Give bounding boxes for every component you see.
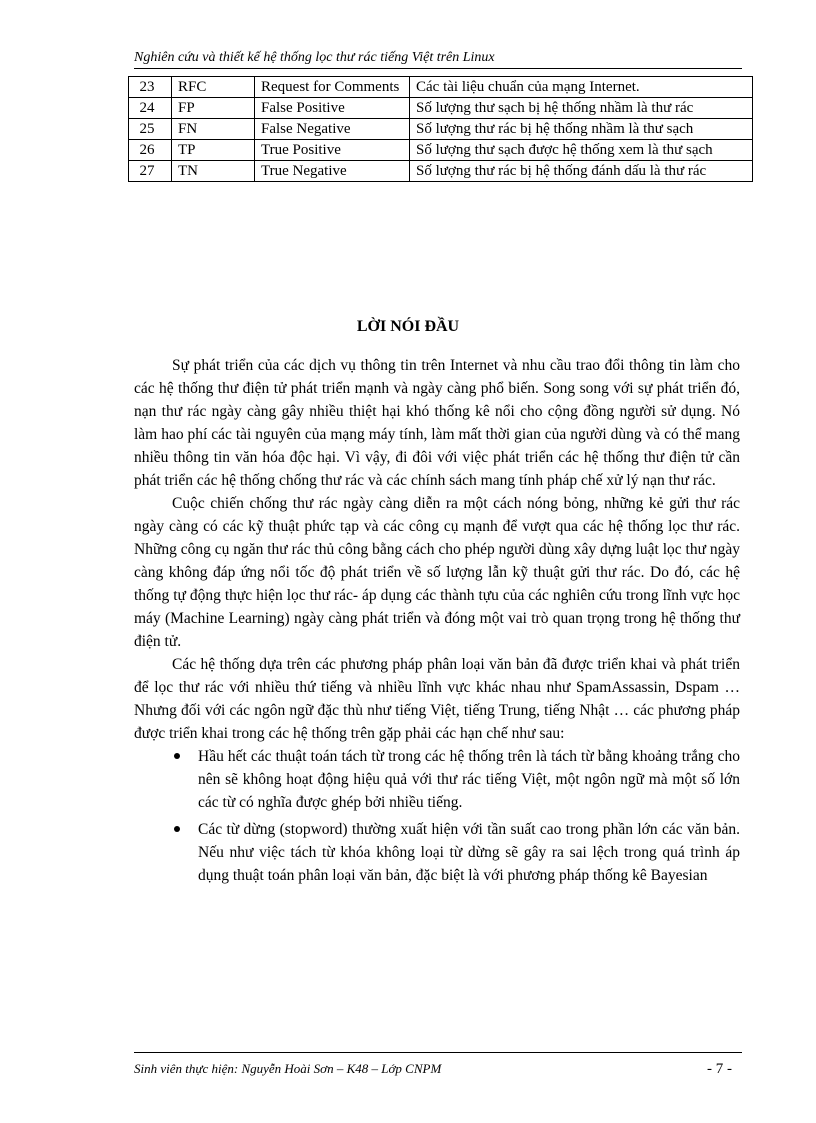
row-description: Các tài liệu chuẩn của mạng Internet. bbox=[410, 77, 753, 98]
paragraph: Cuộc chiến chống thư rác ngày càng diễn ra một cách nóng bỏng, những kẻ gửi thư rác ngày càng có các kỹ thuật phức tạp và các công cụ mạnh để vượt qua các hệ thống lọc thư rác. Những công cụ ngăn thư rác thủ công bằng cách cho phép người dùng xây dựng luật lọc thư ngày càng không đáp ứng nổi tốc độ phát triển về số lượng lẫn kỹ thuật gửi thư rác. Do đó, các hệ thống tự động thực hiện lọc thư rác- áp dụng các thành tựu của các nghiên cứu trong lĩnh vực học máy (Machine Learning) ngày càng phát triển và đóng một vai trò quan trọng trong hệ thống thư điện tử. bbox=[134, 495, 740, 650]
row-number: 27 bbox=[129, 161, 172, 182]
row-description: Số lượng thư sạch bị hệ thống nhầm là thư rác bbox=[410, 98, 753, 119]
table-row bbox=[129, 98, 753, 119]
paragraph: Các hệ thống dựa trên các phương pháp phân loại văn bản đã được triển khai và phát triển để lọc thư rác với nhiều thứ tiếng và nhiều lĩnh vực khác nhau như SpamAssassin, Dspam … Nhưng đối với các ngôn ngữ đặc thù như tiếng Việt, tiếng Trung, tiếng Nhật … các phương pháp được triển khai trong các hệ thống trên gặp phải các hạn chế như sau: bbox=[134, 656, 740, 742]
row-full-name: True Positive bbox=[255, 140, 410, 161]
table-row bbox=[129, 140, 753, 161]
row-abbreviation: RFC bbox=[172, 77, 255, 98]
table-row bbox=[129, 161, 753, 182]
paragraph: Sự phát triển của các dịch vụ thông tin trên Internet và nhu cầu trao đổi thông tin làm cho các hệ thống thư điện tử phát triển mạnh và ngày càng phổ biến. Song song với sự phát triển đó, nạn thư rác ngày càng gây nhiều thiệt hại khó thống kê nổi cho cộng đồng người sử dụng. Nó làm hao phí các tài nguyên của mạng máy tính, làm mất thời gian của người dùng và có thể mang nhiều thông tin văn hóa độc hại. Vì vậy, đi đôi với việc phát triển các hệ thống thư điện tử cần phát triển các hệ thống chống thư rác và các chính sách mang tính pháp chế xử lý nạn thư rác. bbox=[134, 357, 740, 489]
row-number: 23 bbox=[129, 77, 172, 98]
footer-author: Sinh viên thực hiện: Nguyễn Hoài Sơn – K48 – Lớp CNPM bbox=[134, 1061, 442, 1076]
row-description: Số lượng thư rác bị hệ thống nhầm là thư sạch bbox=[410, 119, 753, 140]
row-description: Số lượng thư sạch được hệ thống xem là thư sạch bbox=[410, 140, 753, 161]
table-row bbox=[129, 119, 753, 140]
abbreviation-table bbox=[128, 76, 753, 182]
page-number: - 7 - bbox=[707, 1061, 732, 1077]
running-header: Nghiên cứu và thiết kế hệ thống lọc thư rác tiếng Việt trên Linux bbox=[134, 50, 742, 69]
row-full-name: False Positive bbox=[255, 98, 410, 119]
section-title: LỜI NÓI ĐẦU bbox=[356, 318, 460, 335]
page-footer bbox=[134, 1052, 742, 1077]
row-number: 26 bbox=[129, 140, 172, 161]
bullet-icon bbox=[174, 826, 180, 832]
row-full-name: True Negative bbox=[255, 161, 410, 182]
row-abbreviation: FN bbox=[172, 119, 255, 140]
row-full-name: False Negative bbox=[255, 119, 410, 140]
bullet-icon bbox=[174, 753, 180, 759]
list-item-text: Hầu hết các thuật toán tách từ trong các hệ thống trên là tách từ bằng khoảng trắng cho nên sẽ không hoạt động hiệu quả với thư rác tiếng Việt, một ngôn ngữ mà một số lớn các từ có nghĩa được ghép bởi nhiều tiếng. bbox=[198, 748, 740, 811]
row-abbreviation: TP bbox=[172, 140, 255, 161]
row-number: 24 bbox=[129, 98, 172, 119]
row-abbreviation: FP bbox=[172, 98, 255, 119]
table-row bbox=[129, 77, 753, 98]
row-number: 25 bbox=[129, 119, 172, 140]
row-abbreviation: TN bbox=[172, 161, 255, 182]
section-body bbox=[134, 354, 740, 891]
bullet-list bbox=[134, 745, 740, 887]
list-item-text: Các từ dừng (stopword) thường xuất hiện với tần suất cao trong phần lớn các văn bản. Nếu như việc tách từ khóa không loại từ dừng sẽ gây ra sai lệch trong quá trình áp dụng thuật toán phân loại văn bản, đặc biệt là với phương pháp thống kê Bayesian bbox=[198, 821, 740, 884]
list-item bbox=[134, 818, 740, 887]
list-item bbox=[134, 745, 740, 814]
row-full-name: Request for Comments bbox=[255, 77, 410, 98]
row-description: Số lượng thư rác bị hệ thống đánh dấu là thư rác bbox=[410, 161, 753, 182]
